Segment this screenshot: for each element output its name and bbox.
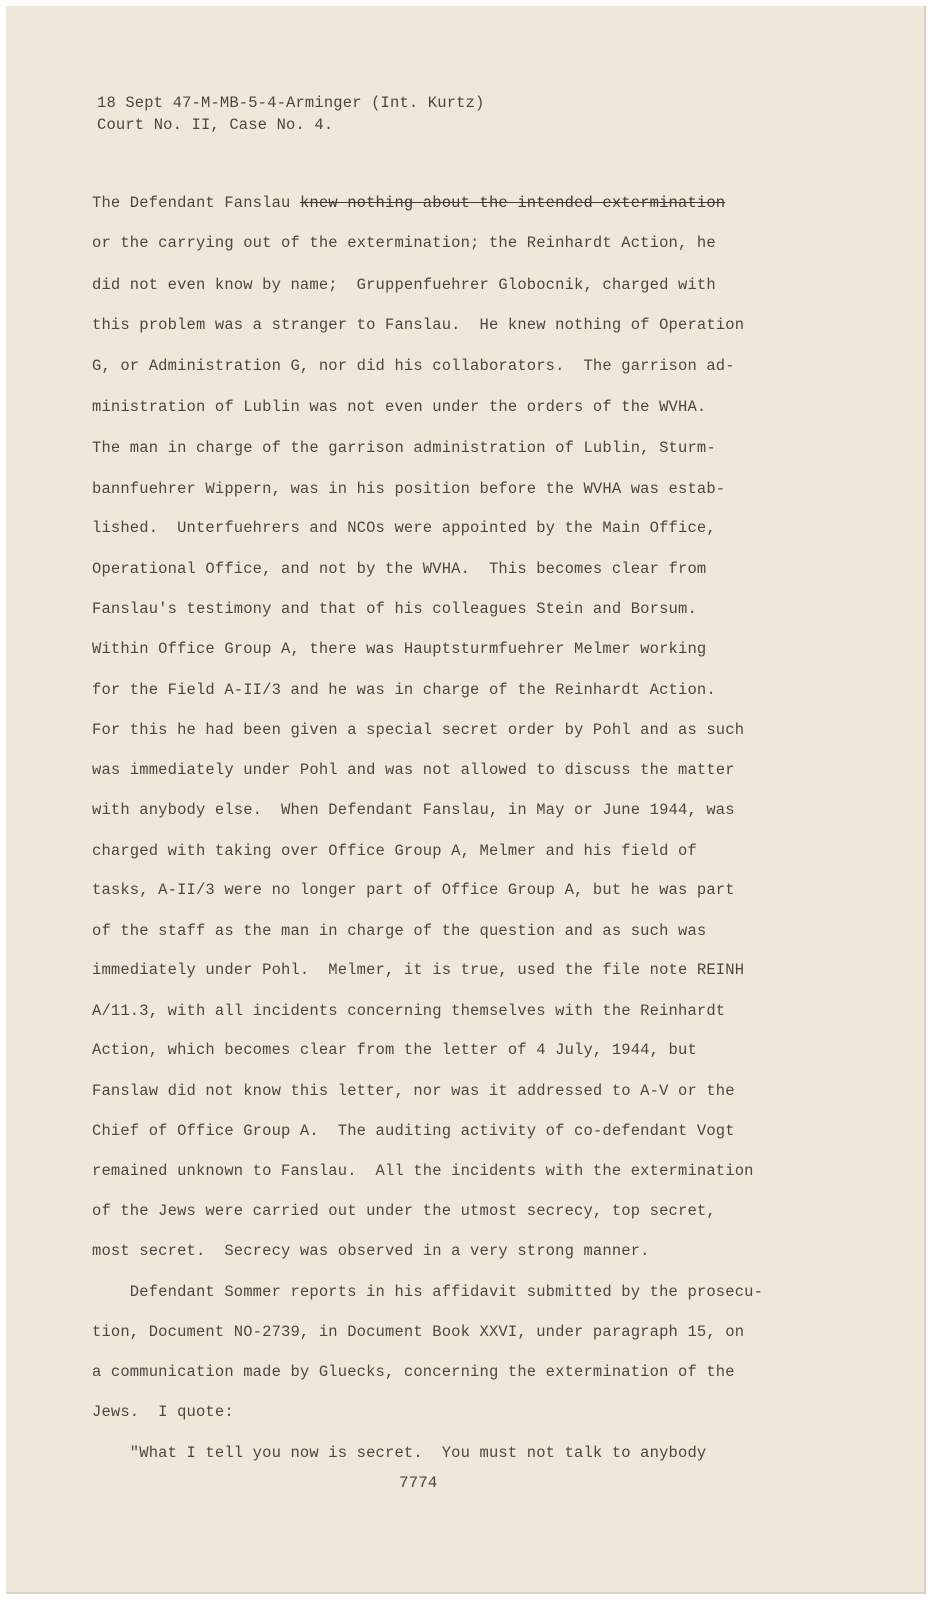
text-line: with anybody else. When Defendant Fanslau, in May or June 1944, was <box>92 801 735 819</box>
text-line: a communication made by Gluecks, concerning the extermination of the <box>92 1363 735 1381</box>
text-line: Operational Office, and not by the WVHA. This becomes clear from <box>92 560 707 578</box>
document-page <box>6 6 926 1594</box>
text-line: bannfuehrer Wippern, was in his position before the WVHA was estab- <box>92 480 726 498</box>
page-number: 7774 <box>399 1474 438 1492</box>
text-line: tion, Document NO-2739, in Document Book XXVI, under paragraph 15, on <box>92 1323 745 1341</box>
text-line: Within Office Group A, there was Hauptsturmfuehrer Melmer working <box>92 640 707 658</box>
text-line: Fanslau's testimony and that of his colleagues Stein and Borsum. <box>92 600 697 618</box>
text-line: charged with taking over Office Group A, Melmer and his field of <box>92 842 697 860</box>
text-line: did not even know by name; Gruppenfuehrer Globocnik, charged with <box>92 276 716 294</box>
document-header <box>97 92 485 136</box>
text-line: Jews. I quote: <box>92 1403 234 1421</box>
text-line: remained unknown to Fanslau. All the incidents with the extermination <box>92 1162 754 1180</box>
text-line: was immediately under Pohl and was not allowed to discuss the matter <box>92 761 735 779</box>
text-line: Chief of Office Group A. The auditing activity of co-defendant Vogt <box>92 1122 735 1140</box>
text-line: ministration of Lublin was not even under the orders of the WVHA. <box>92 398 707 416</box>
text-line: or the carrying out of the extermination; the Reinhardt Action, he <box>92 234 716 252</box>
text-line: tasks, A-II/3 were no longer part of Office Group A, but he was part <box>92 881 735 899</box>
text-line: Fanslaw did not know this letter, nor was it addressed to A-V or the <box>92 1082 735 1100</box>
text-line: lished. Unterfuehrers and NCOs were appointed by the Main Office, <box>92 519 716 537</box>
text-line: Action, which becomes clear from the letter of 4 July, 1944, but <box>92 1041 697 1059</box>
text-line: Defendant Sommer reports in his affidavit submitted by the prosecu- <box>92 1283 764 1301</box>
header-reference-line: 18 Sept 47-M-MB-5-4-Arminger (Int. Kurtz) <box>97 94 485 112</box>
struck-text: knew nothing about the intended extermination <box>299 194 726 212</box>
text-line: immediately under Pohl. Melmer, it is true, used the file note REINH <box>92 961 745 979</box>
text-fragment: The Defendant Fanslau <box>92 194 300 212</box>
text-line: of the staff as the man in charge of the question and as such was <box>92 922 707 940</box>
text-line: "What I tell you now is secret. You must not talk to anybody <box>92 1444 707 1462</box>
text-line: this problem was a stranger to Fanslau. He knew nothing of Operation <box>92 316 745 334</box>
text-line: G, or Administration G, nor did his collaborators. The garrison ad- <box>92 357 735 375</box>
text-line: most secret. Secrecy was observed in a very strong manner. <box>92 1242 650 1260</box>
text-line: For this he had been given a special secret order by Pohl and as such <box>92 721 745 739</box>
text-line: A/11.3, with all incidents concerning themselves with the Reinhardt <box>92 1002 726 1020</box>
text-line <box>92 193 725 213</box>
header-court-line: Court No. II, Case No. 4. <box>97 116 334 134</box>
text-line: of the Jews were carried out under the utmost secrecy, top secret, <box>92 1202 716 1220</box>
text-line: The man in charge of the garrison administration of Lublin, Sturm- <box>92 439 716 457</box>
text-line: for the Field A-II/3 and he was in charge of the Reinhardt Action. <box>92 681 716 699</box>
